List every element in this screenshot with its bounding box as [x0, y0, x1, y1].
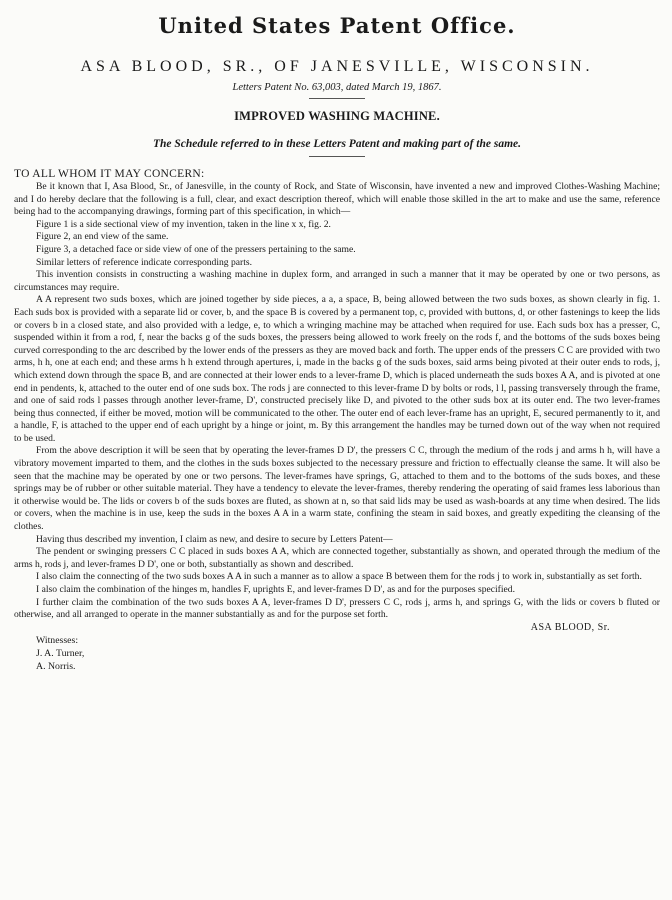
paragraph: A A represent two suds boxes, which are joined together by side pieces, a a, a space, B, being allowed between the two suds boxes, as shown clearly in fig. 1. Each suds box is provided with a separate lid or cover, b, and the space B is covered by a permanent top, c, provided with buttons, d, or other fastenings to keep the lids or covers b in a closed state, and also provided with a ledge, e, to which a wringing machine may be attached when required for use. Each suds box has a presser, C, suspended within it from a rod, f, near the backs g of the suds boxes, the pressers being allowed to work freely on the rods f, and the bottoms of the suds boxes being curved corresponding to the arc described by the lower ends of the pressers as they are moved back and forth. The upper ends of the pressers C C are provided with two arms, h h, one at each end; and these arms h h extend through apertures, i, made in the backs g of the suds boxes, said arms being pivoted at their outer ends to rods, j, which extend down through the space B, and are connected at their lower ends to a lever-frame D, which is placed underneath the suds boxes A A, and is pivoted at one end in pendents, k, attached to the outer end of one suds box. The rods j are connected to this lever-frame D by bolts or rods, l l, passing transversely through the frame, and one of said rods l passes through another lever-frame, D', constructed precisely like D, and pivoted to the other suds box at its outer end. The two lever-frames being thus connected, if either be moved, motion will be communicated to the other. The outer end of each lever-frame has an upright, E, secured permanently to it, and a handle, F, is attached to the upper end of each upright by a hinge or joint, m. By this arrangement the handles may be turned down out of the way when not required to be used.: [14, 294, 660, 444]
figure-description: Figure 3, a detached face or side view of one of the pressers pertaining to the same.: [36, 243, 356, 255]
witness-name: A. Norris.: [36, 661, 76, 673]
schedule-line: The Schedule referred to in these Letters Patent and making part of the same.: [153, 138, 521, 150]
claim: I also claim the connecting of the two suds boxes A A in such a manner as to allow a space B between them for the rods j to work in, substantially as set forth.: [36, 571, 642, 583]
witness-name: J. A. Turner,: [36, 648, 85, 660]
claim-intro: Having thus described my invention, I claim as new, and desire to secure by Letters Patent—: [36, 533, 393, 545]
reference-note: Similar letters of reference indicate corresponding parts.: [36, 256, 253, 268]
divider: [309, 156, 365, 157]
inventor-line: ASA BLOOD, SR., OF JANESVILLE, WISCONSIN.: [80, 58, 594, 75]
claim: I also claim the combination of the hinges m, handles F, uprights E, and lever-frames D D', as and for the purposes specified.: [36, 584, 515, 595]
claim: I further claim the combination of the two suds boxes A A, lever-frames D D', pressers C C, rods j, arms h, and springs G, with the lids or covers b fluted or otherwise, and all arranged to operate in the manner substantially as and for the purpose set forth.: [14, 596, 660, 621]
salutation: TO ALL WHOM IT MAY CONCERN:: [14, 168, 205, 180]
office-heading: United States Patent Office.: [158, 13, 516, 38]
figure-description: Figure 2, an end view of the same.: [36, 231, 169, 243]
letters-patent-line: Letters Patent No. 63,003, dated March 19, 1867.: [232, 82, 442, 93]
paragraph: This invention consists in constructing a washing machine in duplex form, and arranged in such a manner that it may be operated by one or two persons, as circumstances may require.: [14, 269, 660, 293]
invention-title: IMPROVED WASHING MACHINE.: [234, 109, 440, 123]
inventor-signature: ASA BLOOD, Sr.: [530, 621, 610, 633]
paragraph: From the above description it will be seen that by operating the lever-frames D D', the pressers C C, through the medium of the rods j and arms h h, will have a vibratory movement imparted to them, and the clothes in the suds boxes subjected to the necessary pressure and friction to effectually cleanse the same. It will also be seen that the machine may be operated by one or two persons. The lever-frames have springs, G, attached to them and to the bottoms of the suds boxes, and these springs may be of rubber or other suitable material. They have a tendency to elevate the lever-frames, thereby rendering the operating of said frames less laborious than it otherwise would be. The lids or covers b of the suds boxes are fluted, as shown at n, so that said lids may be used as wash-boards at any time when desired. The lids or covers, when the machine is in use, keep the suds in the boxes A A in a warm state, confining the steam in said boxes, and greatly expediting the cleansing of the clothes.: [14, 445, 660, 533]
figure-description: Figure 1 is a side sectional view of my invention, taken in the line x x, fig. 2.: [36, 218, 331, 230]
divider: [309, 98, 365, 99]
paragraph: Be it known that I, Asa Blood, Sr., of Janesville, in the county of Rock, and State of Wisconsin, have invented a new and improved Clothes-Washing Machine; and I do hereby declare that the following is a full, clear, and exact description thereof, which will enable those skilled in the art to make and use the same, reference being had to the accompanying drawings, forming part of this specification, in which—: [14, 181, 660, 218]
specification-body: [14, 181, 660, 622]
claim: The pendent or swinging pressers C C placed in suds boxes A A, which are connected together, substantially as shown, and operated through the medium of the arms h, rods j, and lever-frames D D', one or both, substantially as shown and described.: [14, 546, 660, 570]
witnesses-label: Witnesses:: [36, 635, 79, 647]
